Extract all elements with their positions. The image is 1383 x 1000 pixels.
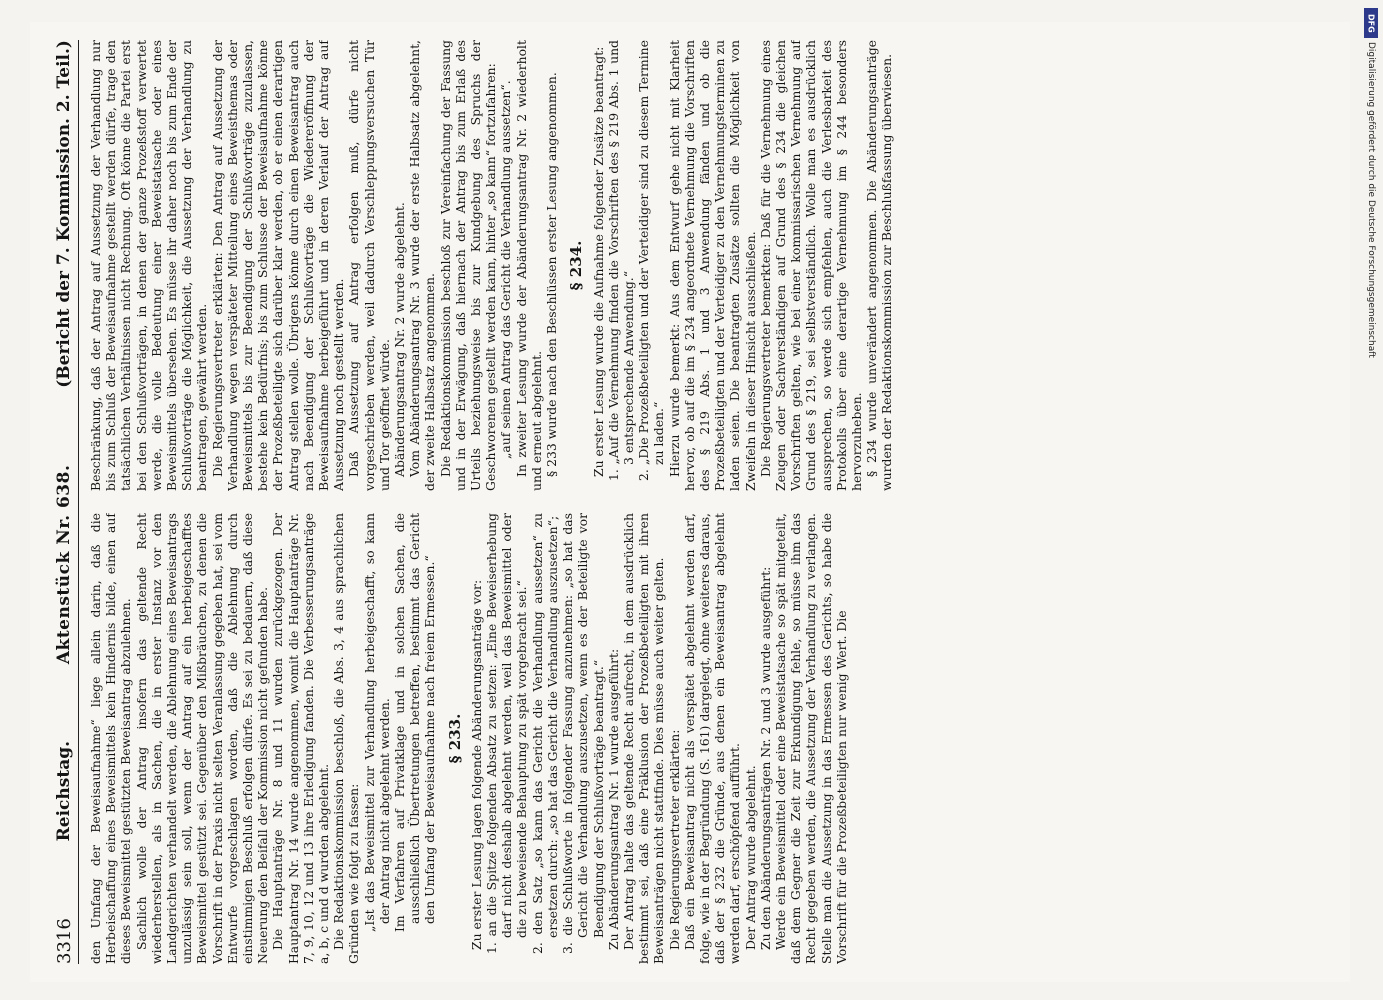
paragraph: Sachlich wolle der Antrag insofern das geltende Recht wiederherstellen, als in Sachen, die in erster Instanz vor den Landgerichten verhandelt werden, die Ablehnung eines Beweisantrags unzulässig sein soll, wenn der Antrag auf ein herbeigeschafftes Beweismittel gestützt sei. Gegenüber den Mißbräuchen, zu denen die Vorschrift in der Praxis nicht selten Veranlassung gegeben hat, sei vom Entwurfe vorgeschlagen worden, daß die Ablehnung durch einstimmigen Beschluß erfolgen dürfe. Es sei zu bedauern, daß diese Neuerung den Beifall der Kommission nicht gefunden habe. [133, 513, 271, 964]
text-columns [88, 40, 1338, 964]
paragraph: Daß ein Beweisantrag nicht als verspätet abgelehnt werden darf, folge, wie in der Begründung (S. 161) dargelegt, ohne weiteres daraus, daß der § 232 die Gründe, aus denen ein Beweisantrag abgelehnt werden darf, erschöpfend aufführt. [681, 513, 743, 964]
rotated-page-content [30, 22, 1350, 982]
digitization-credit [1362, 42, 1380, 982]
paragraph: Die Regierungsvertreter bemerkten: Daß für die Vernehmung eines Zeugen oder Sachverständigen auf Grund des § 234 die gleichen Vorschriften gelten, wie bei einer kommissarischen Vernehmung auf Grund des § 219, sei selbstverständlich. Wolle man es ausdrücklich aussprechen, so werde sich empfehlen, auch die Verlesbarkeit des Protokolls über eine derartige Vernehmung im § 244 besonders hervorzuheben. [757, 40, 864, 491]
paragraph: den Umfang der Beweisaufnahme“ liege allein darin, daß die Herbeischaffung eines Beweismittels kein Hindernis bilde, einen auf dieses Beweismittel gestützten Beweisantrag abzulehnen. [88, 513, 134, 964]
header-left: Reichstag. [54, 740, 74, 842]
paragraph: Zu Abänderungsantrag Nr. 1 wurde ausgeführt: [605, 648, 621, 950]
paragraph: Die Regierungsvertreter erklärten: Den Antrag auf Aussetzung der Verhandlung wegen verspäteter Mitteilung eines Beweisthemas oder Beweismittels bis zur Beendigung der Schlußvorträge zuzulassen, bestehe kein Bedürfnis; bis zum Schlusse der Beweisaufnahme könne der Prozeßbeteiligte sich darüber klar werden, ob er einen derartigen Antrag stellen wolle. Übrigens könne durch einen Beweisantrag auch nach Beendigung der Schlußvorträge die Wiedereröffnung der Beweisaufnahme herbeigeführt und in deren Verlauf der Antrag auf Aussetzung noch gestellt werden. [209, 40, 347, 491]
paragraph: Vom Abänderungsantrag Nr. 3 wurde der erste Halbsatz abgelehnt, der zweite Halbsatz angenommen. [407, 40, 438, 491]
paragraph: In zweiter Lesung wurde der Abänderungsantrag Nr. 2 wiederholt und erneut abgelehnt. [513, 40, 544, 491]
credit-text: Digitalisierung gefördert durch die Deutsche Forschungsgemeinschaft [1366, 42, 1376, 358]
column-right [88, 40, 1338, 491]
page-number: 3316 [53, 918, 75, 964]
paragraph: Beschränkung, daß der Antrag auf Aussetzung der Verhandlung nur bis zum Schluß der Beweisaufnahme gestellt werden dürfe, trage den tatsächlichen Verhältnissen nicht Rechnung. Oft könne die Partei erst bei den Schlußvorträgen, in denen der ganze Prozeßstoff verwertet werde, die volle Bedeutung einer Beweistatsache oder eines Beweismittels übersehen. Es müsse ihr daher noch bis zum Ende der Schlußvorträge die Möglichkeit, die Aussetzung der Verhandlung zu beantragen, gewährt werden. [88, 40, 210, 491]
paragraph: Zu erster Lesung wurde die Aufnahme folgender Zusätze beantragt: [590, 46, 606, 477]
paragraph: Zu den Abänderungsanträgen Nr. 2 und 3 wurde ausgeführt: [757, 566, 773, 950]
paragraph: Der Antrag wurde abgelehnt. [742, 765, 758, 950]
paragraph: Die Hauptanträge Nr. 8 und 11 wurden zurückgezogen. Der Hauptantrag Nr. 14 wurde angenommen, womit die Hauptanträge Nr. 7, 9, 10, 12 und 13 ihre Erledigung fanden. Die Verbesserungsanträge a, b, c und d wurden abgelehnt. [270, 513, 332, 964]
paragraph: § 234 wurde unverändert angenommen. Die Abänderungsanträge wurden der Redaktionskommission zur Beschlußfassung überwiesen. [864, 40, 895, 491]
paragraph: Werde ein Beweismittel oder eine Beweistatsache so spät mitgeteilt, daß dem Gegner die Zeit zur Erkundigung fehle, so müsse ihm das Recht gegeben werden, die Aussetzung der Verhandlung zu verlangen. Stelle man die Aussetzung in das Ermessen des Gerichts, so habe die Vorschrift für die Prozeßbeteiligten nur wenig Wert. Die [772, 513, 849, 964]
paragraph: Der Antrag halte das geltende Recht aufrecht, in dem ausdrücklich bestimmt sei, daß eine Präklusion der Prozeßbeteiligten mit ihren Beweisanträgen nicht stattfinde. Dies müsse auch weiter gelten. [620, 513, 667, 964]
quoted-paragraph: „Ist das Beweismittel zur Verhandlung herbeigeschafft, so kann der Antrag nicht abgelehnt werden. [361, 513, 392, 932]
header-right: (Bericht der 7. Kommission. 2. Teil.) [54, 40, 74, 388]
paragraph: Daß Aussetzung auf Antrag erfolgen muß, dürfe nicht vorgeschrieben werden, weil dadurch Verschleppungsversuchen Tür und Tor geöffnet würde. [346, 40, 392, 491]
section-heading: § 233. [445, 713, 464, 764]
column-left [88, 513, 1338, 964]
header-center: Aktenstück Nr. 638. [54, 464, 74, 665]
list-item: 2. den Satz „so kann das Gericht die Verhandlung aussetzen“ zu ersetzen durch: „so hat das Gericht die Verhandlung auszusetzen“; [529, 513, 560, 954]
scanned-page [30, 22, 1350, 982]
section-heading: § 234. [567, 240, 586, 291]
quoted-paragraph: Im Verfahren auf Privatklage und in solchen Sachen, die ausschließlich Übertretungen betreffen, bestimmt das Gericht den Umfang der Beweisaufnahme nach freiem Ermessen.“ [392, 513, 438, 932]
paragraph: Die Redaktionskommission beschloß zur Vereinfachung der Fassung und in der Erwägung, daß hiernach der Antrag bis zum Erlaß des Urteils beziehungsweise bis zur Kundgebung des Spruchs der Geschworenen gestellt werden kann, hinter „so kann“ fortzufahren: [437, 40, 499, 491]
paragraph: § 233 wurde nach den Beschlüssen erster Lesung angenommen. [544, 72, 560, 477]
paragraph: Hierzu wurde bemerkt: Aus dem Entwurf gehe nicht mit Klarheit hervor, ob auf die im § 234 angeordnete Vernehmung die Vorschriften des § 219 Abs. 1 und 3 Anwendung fänden und ob die Prozeßbeteiligten und der Verteidiger zu den Vernehmungsterminen zu laden seien. Die beantragten Zusätze sollten die Möglichkeit von Zweifeln in dieser Hinsicht ausschließen. [666, 40, 758, 491]
list-item: 2. „Die Prozeßbeteiligten und der Verteidiger sind zu diesem Termine zu laden.“ [636, 40, 667, 481]
list-item: 3. die Schlußworte in folgender Fassung anzunehmen: „so hat das Gericht die Verhandlung auszusetzen, wenn es der Beteiligte vor Beendigung der Schlußvorträge beantragt.“ [560, 513, 606, 954]
quoted-paragraph: „auf seinen Antrag das Gericht die Verhandlung aussetzen“. [498, 80, 514, 459]
paragraph: Abänderungsantrag Nr. 2 wurde abgelehnt. [392, 202, 408, 477]
list-item: 1. an die Spitze folgenden Absatz zu setzen: „Eine Beweiserhebung darf nicht deshalb abgelehnt werden, weil das Beweismittel oder die zu beweisende Behauptung zu spät vorgebracht sei.“ [484, 513, 530, 954]
page-header [50, 40, 79, 964]
dfg-logo: DFG [1364, 8, 1378, 38]
list-item: 1. „Auf die Vernehmung finden die Vorschriften des § 219 Abs. 1 und 3 entsprechende Anwendung.“ [605, 40, 636, 481]
paragraph: Zu erster Lesung lagen folgende Abänderungsanträge vor: [468, 579, 484, 950]
paragraph: Die Redaktionskommission beschloß, die Abs. 3, 4 aus sprachlichen Gründen wie folgt zu fassen: [331, 513, 362, 964]
paragraph: Die Regierungsvertreter erklärten: [666, 729, 682, 950]
